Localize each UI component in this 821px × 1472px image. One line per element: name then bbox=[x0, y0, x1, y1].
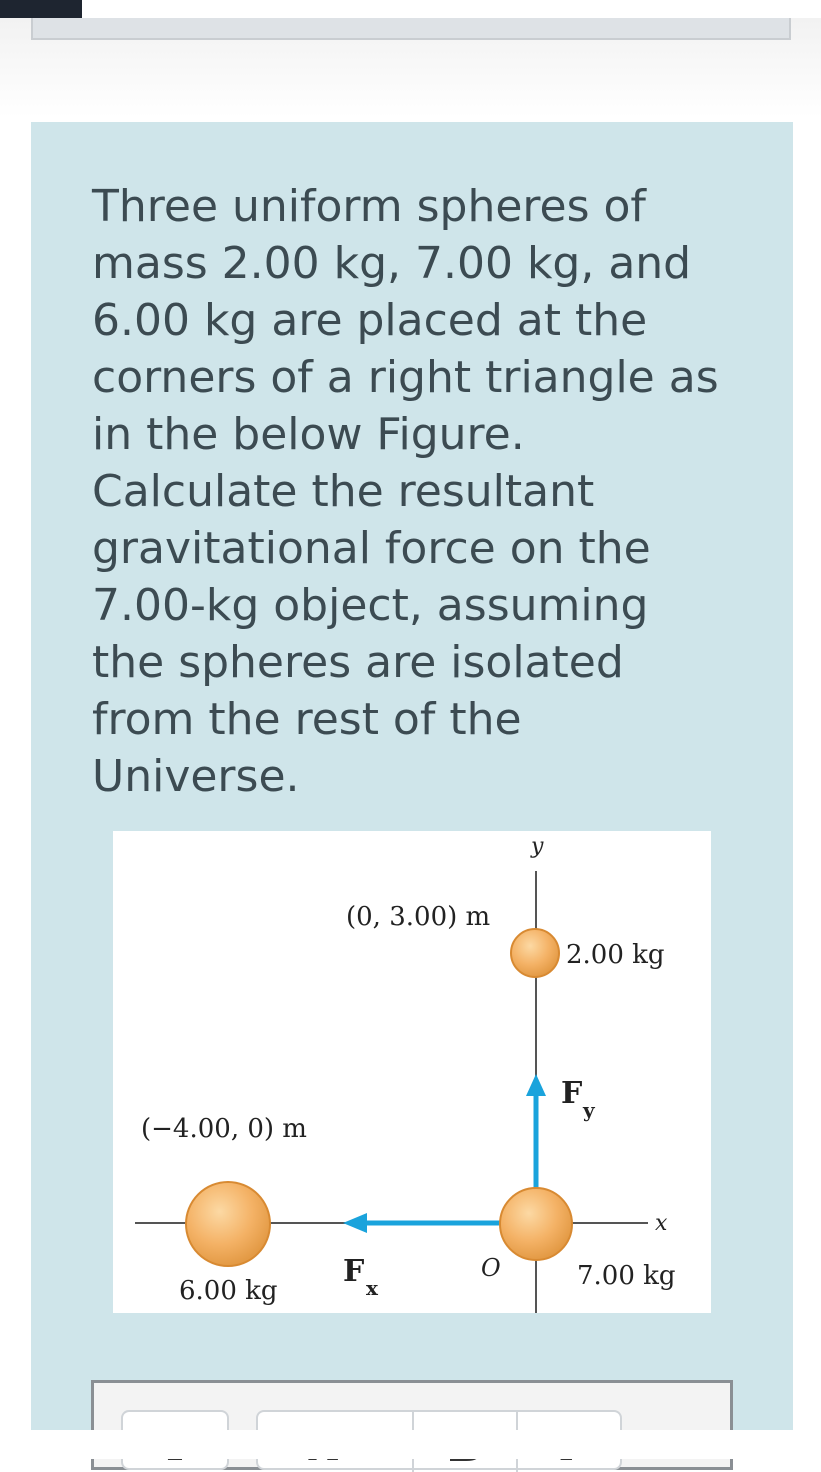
sphere-6kg bbox=[186, 1182, 270, 1266]
force-y-arrowhead bbox=[526, 1074, 546, 1096]
sphere-2kg bbox=[511, 929, 559, 977]
force-x-arrowhead bbox=[343, 1213, 367, 1233]
force-x-label: F bbox=[343, 1254, 365, 1289]
bottom-white-band bbox=[0, 1430, 821, 1459]
x-axis-label: x bbox=[655, 1211, 668, 1236]
force-x-subscript: x bbox=[366, 1276, 378, 1300]
previous-panel bbox=[31, 18, 791, 40]
force-y-label: F bbox=[561, 1076, 583, 1111]
left-coordinate-label: (−4.00, 0) m bbox=[141, 1114, 307, 1144]
top-dark-strip bbox=[0, 0, 82, 18]
mass-7kg-label: 7.00 kg bbox=[577, 1261, 676, 1291]
y-axis-label: y bbox=[531, 834, 544, 859]
physics-figure bbox=[113, 831, 711, 1313]
origin-label: O bbox=[481, 1254, 501, 1282]
mass-6kg-label: 6.00 kg bbox=[179, 1276, 278, 1306]
sphere-7kg bbox=[500, 1188, 572, 1260]
mass-2kg-label: 2.00 kg bbox=[566, 940, 665, 970]
question-text: Three uniform spheres of mass 2.00 kg, 7.00 kg, and 6.00 kg are placed at the corners of a right triangle as in the below Figure. Calculate the resultant gravitational force on the 7.00-kg object, assuming the spheres are isolated from the rest of the Universe. bbox=[92, 181, 719, 802]
force-y-subscript: y bbox=[583, 1098, 595, 1122]
top-coordinate-label: (0, 3.00) m bbox=[346, 902, 491, 932]
